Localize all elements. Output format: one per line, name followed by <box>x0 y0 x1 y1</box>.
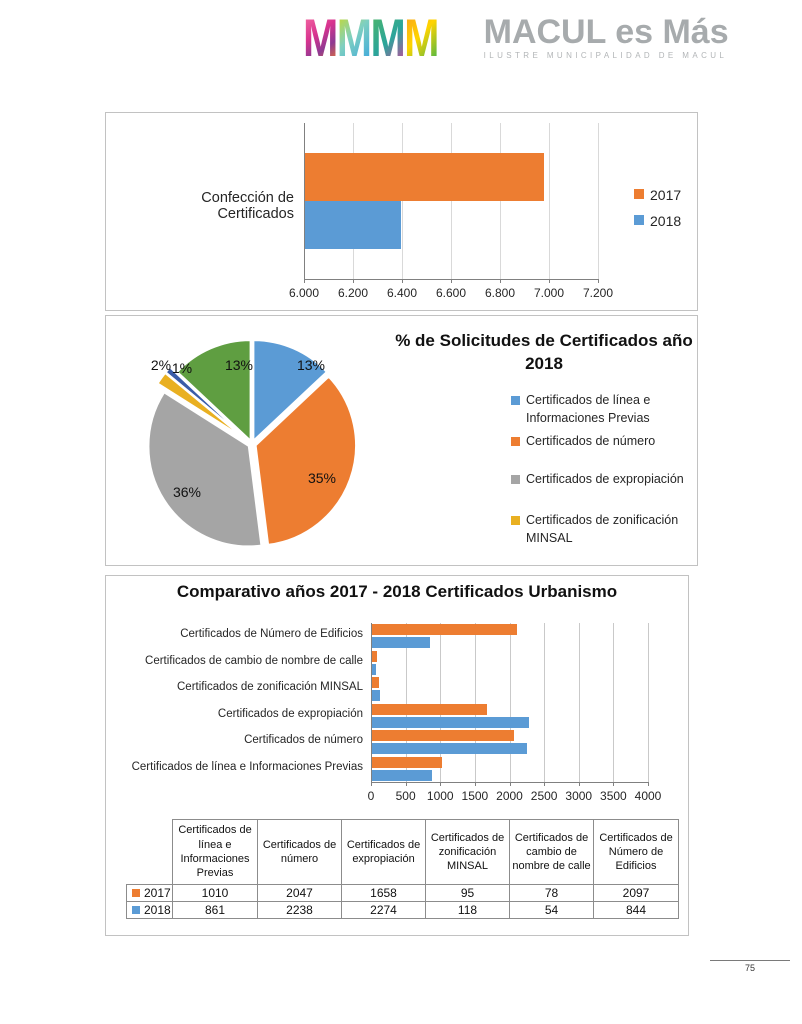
legend-swatch-2018 <box>634 215 644 225</box>
pie-pct-label: 35% <box>307 470 337 486</box>
bar-2018 <box>372 664 376 675</box>
x-axis-label: 1500 <box>461 789 489 803</box>
gridline <box>500 123 501 279</box>
logo-letter-m3: M <box>370 8 405 68</box>
gridline <box>648 623 649 782</box>
bar-2018 <box>372 717 529 728</box>
gridline <box>544 623 545 782</box>
pie-pct-label: 13% <box>224 357 254 373</box>
bar-2017 <box>372 624 517 635</box>
legend-item-2017 <box>634 187 681 203</box>
table-cell: 844 <box>594 902 679 919</box>
table-column-header: Certificados de expropiación <box>342 820 426 885</box>
pie-legend-item <box>511 471 701 489</box>
gridline <box>598 123 599 279</box>
gridline <box>549 123 550 279</box>
bar-2017 <box>372 677 379 688</box>
table-row-label: 2017 <box>144 886 171 900</box>
logo-letter-m4: M <box>404 8 438 68</box>
x-axis-label: 4000 <box>634 789 662 803</box>
x-axis-label: 6.000 <box>288 286 320 300</box>
x-axis-label: 7.000 <box>533 286 565 300</box>
table-cell: 118 <box>426 902 510 919</box>
table-cell: 54 <box>510 902 594 919</box>
bar-2018 <box>372 770 432 781</box>
pie-legend-item <box>511 392 701 427</box>
x-axis-label: 0 <box>367 789 375 803</box>
table-column-header: Certificados de línea e Informaciones Previas <box>173 820 258 885</box>
x-axis-label: 500 <box>395 789 416 803</box>
pie-legend-label: Certificados de línea e Informaciones Previas <box>526 393 651 425</box>
legend-label: 2018 <box>650 213 682 229</box>
pie-pct-label: 13% <box>296 357 326 373</box>
x-axis-label: 2500 <box>530 789 558 803</box>
gridline <box>475 623 476 782</box>
chart3-category-label: Certificados de Número de Edificios <box>180 628 363 641</box>
chart1-category-label: Confección de Certificados <box>201 190 294 222</box>
table-cell: 2047 <box>258 885 342 902</box>
x-axis-label: 6.800 <box>484 286 516 300</box>
logo-mmmm-mark <box>303 8 438 68</box>
logo-tagline: ILUSTRE MUNICIPALIDAD DE MACUL <box>483 51 728 61</box>
pie-solicitudes-certificados-2018 <box>105 315 698 566</box>
gridline <box>613 623 614 782</box>
chart3-category-label: Certificados de expropiación <box>217 707 363 720</box>
x-axis-label: 3000 <box>565 789 593 803</box>
legend-label: 2017 <box>650 187 682 203</box>
gridline <box>451 123 452 279</box>
table-column-header: Certificados de Número de Edificios <box>594 820 679 885</box>
logo-letter-m1: M <box>303 8 337 68</box>
bar-2017 <box>372 757 442 768</box>
logo-letter-m2: M <box>336 8 371 68</box>
axis-tick <box>598 279 599 283</box>
chart-comparativo-urbanismo <box>105 575 689 936</box>
bar-2017 <box>372 730 514 741</box>
logo-brand-text: MACUL es Más <box>483 13 729 51</box>
legend-swatch-2017 <box>634 189 644 199</box>
chart-confeccion-certificados <box>105 112 698 311</box>
pie-legend-swatch <box>511 396 520 405</box>
x-axis-label: 2000 <box>496 789 523 803</box>
chart3-category-label: Certificados de cambio de nombre de calle <box>145 654 363 667</box>
pie-legend-label: Certificados de número <box>526 434 656 448</box>
bar-2018 <box>305 201 401 249</box>
table-series-swatch <box>132 889 140 897</box>
bar-2018 <box>372 637 430 648</box>
table-row-header <box>127 885 173 902</box>
macul-logo <box>303 8 729 68</box>
gridline <box>402 123 403 279</box>
pie-legend-swatch <box>511 516 520 525</box>
gridline <box>579 623 580 782</box>
x-axis-label: 6.400 <box>386 286 418 300</box>
pie-pct-label: 36% <box>172 484 202 500</box>
chart3-category-label: Certificados de línea e Informaciones Previas <box>131 760 363 773</box>
table-cell: 95 <box>426 885 510 902</box>
legend-item-2018 <box>634 213 681 229</box>
pie-title: % de Solicitudes de Certificados año 2018 <box>395 331 693 373</box>
pie-legend-label: Certificados de zonificación MINSAL <box>526 513 679 545</box>
x-axis-label: 6.200 <box>337 286 369 300</box>
table-cell: 78 <box>510 885 594 902</box>
pie-legend-swatch <box>511 475 520 484</box>
pie-legend-item <box>511 433 701 451</box>
table-cell: 1010 <box>173 885 258 902</box>
x-axis-label: 7.200 <box>582 286 614 300</box>
x-axis-line <box>371 782 648 783</box>
bar-2017 <box>305 153 544 201</box>
bar-2018 <box>372 743 527 754</box>
table-column-header: Certificados de cambio de nombre de calle <box>510 820 594 885</box>
axis-tick <box>648 782 649 786</box>
pie-pct-label: 1% <box>171 360 193 376</box>
chart3-category-label: Certificados de número <box>244 734 363 747</box>
chart3-category-label: Certificados de zonificación MINSAL <box>177 681 363 694</box>
x-axis-label: 3500 <box>600 789 627 803</box>
pie-legend-swatch <box>511 437 520 446</box>
gridline <box>510 623 511 782</box>
table-column-header: Certificados de zonificación MINSAL <box>426 820 510 885</box>
table-row-label: 2018 <box>144 903 171 917</box>
x-axis-line <box>304 279 598 280</box>
table-cell: 2097 <box>594 885 679 902</box>
table-cell: 2238 <box>258 902 342 919</box>
bar-2018 <box>372 690 380 701</box>
table-cell: 2274 <box>342 902 426 919</box>
bar-2017 <box>372 651 377 662</box>
table-row-header <box>127 902 173 919</box>
table-corner-cell <box>127 820 173 885</box>
pie-legend-label: Certificados de expropiación <box>526 472 684 486</box>
table-series-swatch <box>132 906 140 914</box>
chart3-title: Comparativo años 2017 - 2018 Certificados Urbanismo <box>176 582 618 601</box>
x-axis-label: 6.600 <box>435 286 467 300</box>
table-cell: 1658 <box>342 885 426 902</box>
bar-2017 <box>372 704 487 715</box>
table-column-header: Certificados de número <box>258 820 342 885</box>
page-number: 75 <box>710 960 790 973</box>
x-axis-label: 1000 <box>426 789 454 803</box>
pie-legend-item <box>511 512 701 547</box>
chart3-data-table <box>126 819 679 919</box>
table-row <box>127 885 679 902</box>
table-row <box>127 902 679 919</box>
logo-text-block <box>483 13 729 61</box>
pie-pct-label: 2% <box>150 357 172 373</box>
table-cell: 861 <box>173 902 258 919</box>
